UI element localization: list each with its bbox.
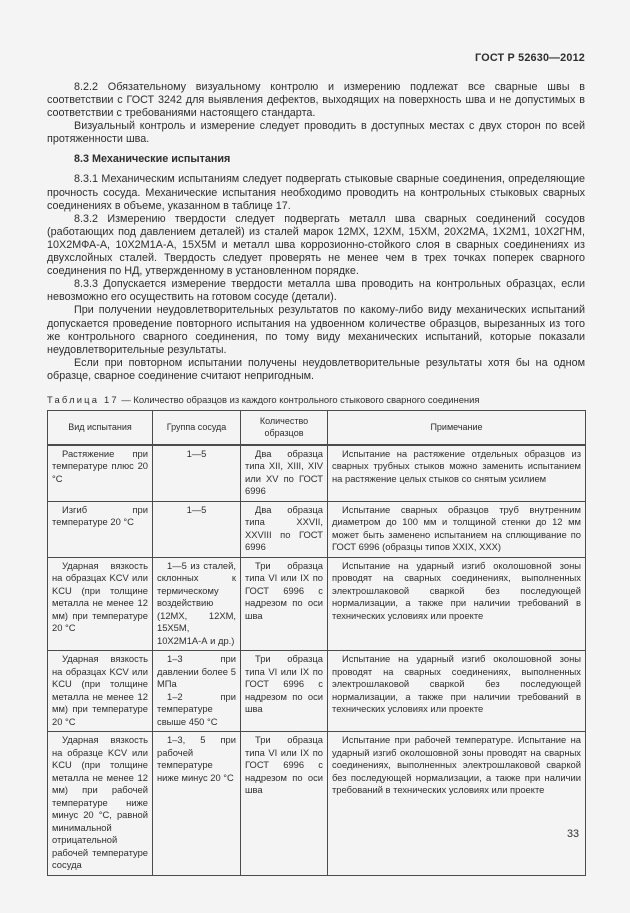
- cell-vessel-group: [153, 557, 241, 651]
- cell-text: 1–3 при давлении более 5 МПа: [157, 653, 236, 690]
- column-header-test-type: Вид испытания: [48, 410, 153, 445]
- paragraph-visual-control: Визуальный контроль и измерение следует проводить в доступных местах с двух сторон по всей протяженности шва.: [47, 120, 585, 146]
- cell-text: Растяжение при температуре плюс 20 °С: [52, 447, 148, 484]
- table-caption-label: Таблица 17: [47, 393, 119, 405]
- table-caption-text: — Количество образцов из каждого контрольного стыкового сварного соединения: [121, 393, 480, 405]
- cell-text: Испытание на ударный изгиб околошовной зоны проводят на сварных соединениях, выполненных электрошлаковой сваркой без последующей нормализации, а также при наличии требований в технических условиях или проекте: [332, 653, 581, 715]
- cell-text: Три образца типа VI или IX по ГОСТ 6996 с надрезом по оси шва: [245, 559, 323, 621]
- cell-text: 1—5: [186, 503, 207, 515]
- section-heading-8-3: 8.3 Механические испытания: [74, 153, 231, 166]
- cell-test-type: [48, 732, 153, 876]
- cell-note: [328, 732, 586, 876]
- table-row: [48, 651, 586, 732]
- cell-text: Испытание на ударный изгиб околошовной зоны проводят на сварных соединениях, выполненных электрошлаковой сваркой без последующей нормализации, а также при наличии требований в технических условиях или проекте: [332, 559, 581, 621]
- cell-text: 1—5 из сталей, склонных к термическому воздействию (12МХ, 12ХМ, 15Х5М, 10Х2М1А-А и др.): [157, 559, 236, 646]
- cell-text: Ударная вязкость на образцах KCV или KCU (при толщине металла не менее 12 мм) при температуре 20 °С: [52, 653, 148, 727]
- cell-test-type: [48, 445, 153, 502]
- paragraph-8-3-3: 8.3.3 Допускается измерение твердости металла шва проводить на контрольных образцах, если невозможно его осуществить на готовом сосуде (детали).: [47, 278, 585, 304]
- table-row: [48, 732, 586, 876]
- cell-text: Испытание на растяжение отдельных образцов из сварных трубных стыков можно заменить испытанием на растяжение целых стыков со снятым усилием: [332, 447, 581, 484]
- cell-text: 1–2 при температуре свыше 450 °С: [157, 690, 236, 727]
- cell-test-type: [48, 651, 153, 732]
- page-number: 33: [566, 828, 579, 840]
- paragraph-8-3-1: 8.3.1 Механическим испытаниям следует подвергать стыковые сварные соединения, определяющие прочность сосуда. Механические испытания необходимо проводить на контрольных стыковых сварных соединениях в объеме, указанном в таблице 17.: [47, 173, 585, 212]
- table-caption: [47, 394, 585, 406]
- document-body: [47, 81, 585, 876]
- column-header-vessel-group: Группа сосуда: [153, 410, 241, 445]
- standard-number: ГОСТ Р 52630—2012: [475, 52, 585, 64]
- column-header-note: Примечание: [328, 410, 586, 445]
- cell-text: 1—5: [186, 447, 207, 459]
- cell-specimen-count: [241, 557, 328, 651]
- cell-text: 1–3, 5 при рабочей температуре ниже минус 20 °С: [157, 734, 236, 783]
- cell-text: Испытание при рабочей температуре. Испытание на ударный изгиб околошовной зоны проводят на сварных соединениях, выполненных электрошлаковой сваркой без последующей нормализации, а также при наличии требований в технических условиях или проекте: [332, 734, 581, 796]
- cell-text: Два образца типа XXVII, XXVIII по ГОСТ 6996: [245, 503, 323, 553]
- table-header-row: [48, 410, 586, 445]
- cell-vessel-group: [153, 445, 241, 502]
- cell-text: Три образца типа VI или IX по ГОСТ 6996 с надрезом по оси шва: [245, 653, 323, 715]
- cell-test-type: [48, 557, 153, 651]
- table-row: [48, 557, 586, 651]
- cell-specimen-count: [241, 501, 328, 557]
- cell-specimen-count: [241, 651, 328, 732]
- paragraph-retest: При получении неудовлетворительных результатов по какому-либо виду механических испытаний допускается проведение повторного испытания на удвоенном количестве образцов, вырезанных из того же контрольного сварного соединения, по тому виду механических испытаний, которые показали неудовлетворительные результаты.: [47, 304, 585, 356]
- cell-text: Ударная вязкость на образцах KCV или KCU (при толщине металла не менее 12 мм) при температуре 20 °С: [52, 559, 148, 634]
- cell-text: Ударная вязкость на образце KCV или KCU (при толщине металла не менее 12 мм) при рабочей температуре ниже минус 20 °С, равной минимальной отрицательной рабочей температуре сосуда: [52, 734, 148, 871]
- cell-test-type: [48, 501, 153, 557]
- cell-text: Три образца типа VI или IX по ГОСТ 6996 с надрезом по оси шва: [245, 734, 323, 796]
- cell-specimen-count: [241, 445, 328, 502]
- paragraph-8-2-2: 8.2.2 Обязательному визуальному контролю и измерению подлежат все сварные швы в соответствии с ГОСТ 3242 для выявления дефектов, выходящих на поверхность шва и не допустимых в соответствии с требованиями настоящего стандарта.: [47, 81, 585, 120]
- specimens-table: [47, 410, 586, 876]
- doc-header: [475, 52, 585, 64]
- cell-note: [328, 501, 586, 557]
- table-row: [48, 501, 586, 557]
- cell-text: Испытание сварных образцов труб внутренним диаметром до 100 мм и толщиной стенки до 12 мм может быть заменено испытанием на сплющивание по ГОСТ 6996 (образцы типов XXIX, XXX): [332, 503, 581, 553]
- cell-vessel-group: [153, 501, 241, 557]
- paragraph-8-3-2: 8.3.2 Измерению твердости следует подвергать металл шва сварных соединений сосудов (работающих под давлением деталей) из сталей марок 12МХ, 12ХМ, 15ХМ, 20Х2МА, 1Х2М1, 10Х2ГНМ, 10Х2МФА-А, 10Х2М1А-А, 15Х5М и металл шва коррозионно-стойкого слоя в сварных соединениях из двухслойных сталей. Твердость следует проверять не менее чем в трех точках поперек сварного соединения по НД, утвержденному в установленном порядке.: [47, 212, 585, 278]
- cell-note: [328, 651, 586, 732]
- column-header-specimen-count: Количество образцов: [241, 410, 328, 445]
- cell-vessel-group: [153, 732, 241, 876]
- table-row: [48, 445, 586, 502]
- cell-text: Изгиб при температуре 20 °С: [52, 503, 148, 528]
- cell-note: [328, 557, 586, 651]
- paragraph-fail-result: Если при повторном испытании получены неудовлетворительные результаты хотя бы на одном образце, сварное соединение считают непригодным.: [47, 356, 585, 382]
- cell-vessel-group: [153, 651, 241, 732]
- cell-specimen-count: [241, 732, 328, 876]
- cell-text: Два образца типа XII, XIII, XIV или XV по ГОСТ 6996: [245, 447, 323, 497]
- cell-note: [328, 445, 586, 502]
